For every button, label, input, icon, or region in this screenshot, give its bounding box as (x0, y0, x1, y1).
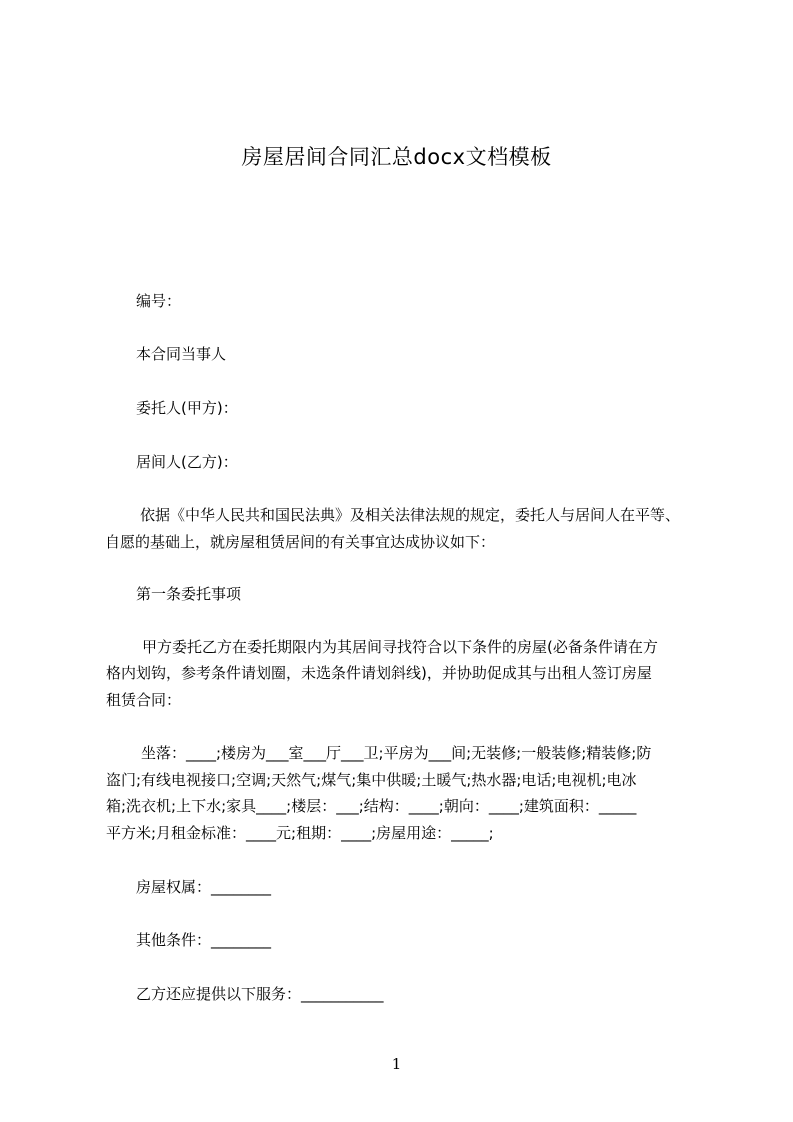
article1-heading: 第一条委托事项 (136, 585, 242, 603)
document-title: 房屋居间合同汇总docx文档模板 (241, 145, 552, 169)
conditions-line-4: 平方米;月租金标准：____元;租期：____;房屋用途：_____; (106, 824, 494, 842)
conditions-line-3: 箱;洗衣机;上下水;家具____;楼层：___;结构：____;朝向：____;建筑面积：_____ (106, 797, 637, 815)
serial-number-label: 编号： (136, 292, 182, 310)
services-label: 乙方还应提供以下服务：___________ (136, 985, 384, 1003)
broker-label: 居间人(乙方)： (136, 453, 238, 471)
conditions-line-2: 盗门;有线电视接口;空调;天然气;煤气;集中供暖;土暖气;热水器;电话;电视机;电冰 (106, 771, 637, 789)
article1-line-3: 租赁合同： (106, 691, 182, 709)
article1-line-1: 甲方委托乙方在委托期限内为其居间寻找符合以下条件的房屋(必备条件请在方 (142, 638, 658, 656)
ownership-label: 房屋权属：________ (136, 878, 272, 896)
preamble-line-1: 依据《中华人民共和国民法典》及相关法律法规的规定，委托人与居间人在平等、 (140, 506, 681, 524)
other-conditions-label: 其他条件：________ (136, 931, 272, 949)
page-number: 1 (391, 1055, 402, 1073)
client-label: 委托人(甲方)： (136, 399, 238, 417)
article1-line-2: 格内划钩，参考条件请划圈，未选条件请划斜线)，并协助促成其与出租人签订房屋 (106, 664, 652, 682)
parties-heading: 本合同当事人 (136, 345, 227, 363)
preamble-line-2: 自愿的基础上，就房屋租赁居间的有关事宜达成协议如下： (105, 533, 496, 551)
conditions-line-1: 坐落：____;楼房为___室___厅___卫;平房为___间;无装修;一般装修;精装修;防 (141, 744, 652, 762)
